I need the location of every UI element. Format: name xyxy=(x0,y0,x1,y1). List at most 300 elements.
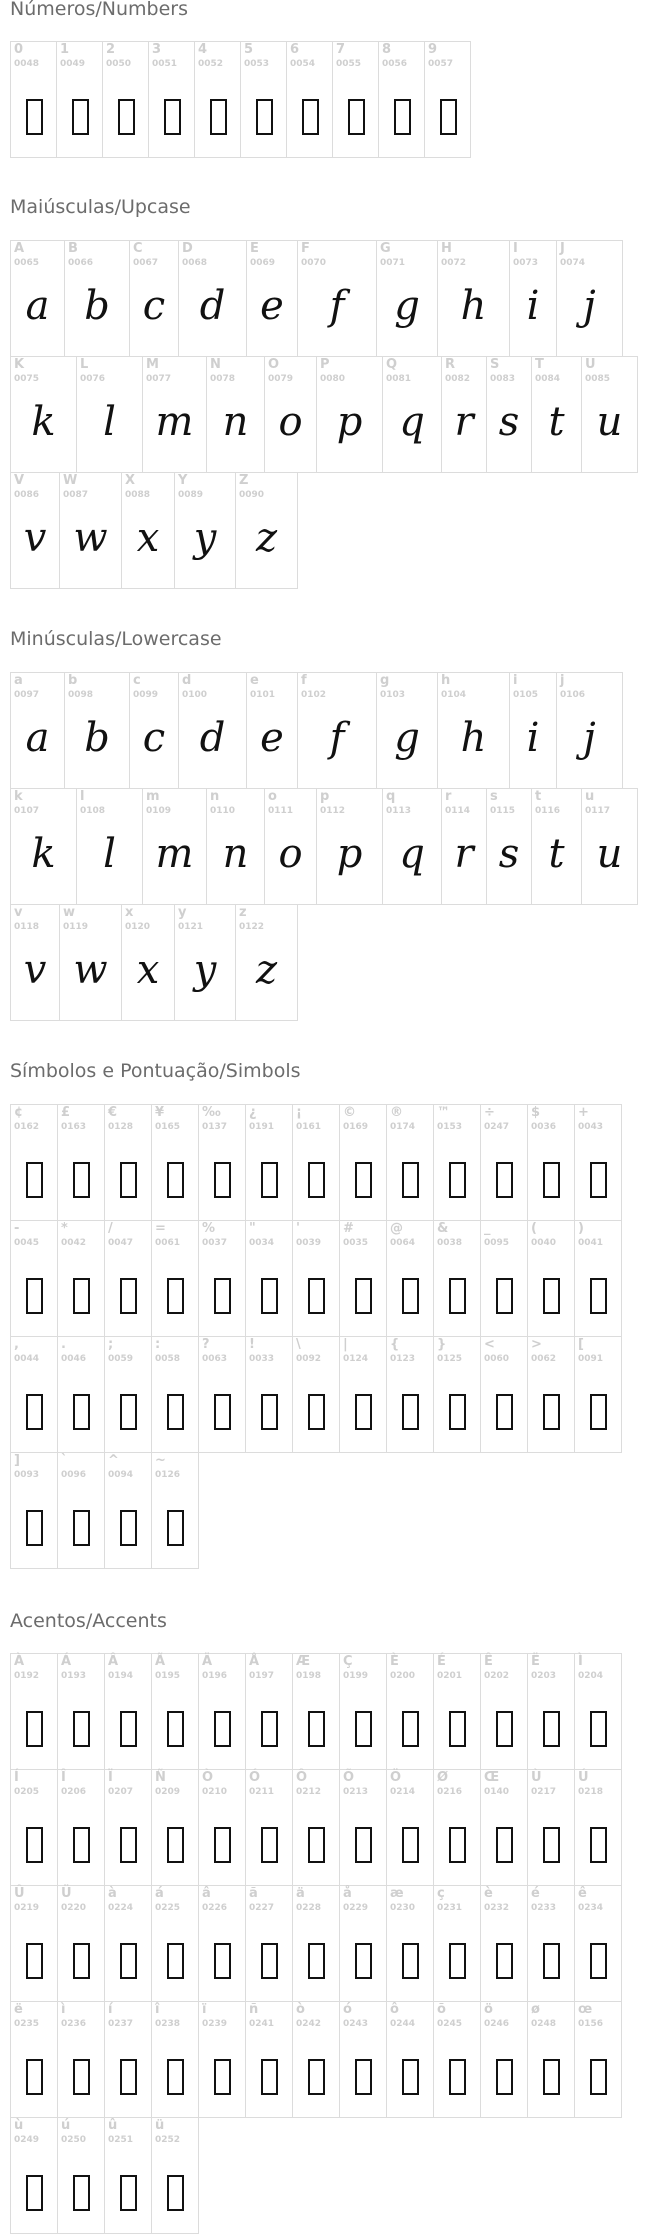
missing-glyph-icon xyxy=(449,2059,466,2095)
character-label: ó xyxy=(343,2002,352,2017)
character-label: ¥ xyxy=(155,1105,165,1120)
script-glyph: o xyxy=(278,831,303,877)
character-label: ] xyxy=(14,1453,20,1468)
character-label: * xyxy=(61,1221,68,1236)
script-glyph: h xyxy=(460,283,487,329)
glyph-cell xyxy=(104,1653,152,1770)
character-code: 0249 xyxy=(14,2135,40,2145)
missing-glyph-icon xyxy=(261,1394,278,1430)
glyph-cell xyxy=(424,41,471,158)
character-label: ú xyxy=(61,2118,71,2133)
glyph-cell xyxy=(527,1220,575,1337)
character-code: 0072 xyxy=(441,258,467,268)
missing-glyph-icon xyxy=(308,1278,325,1314)
glyph-cell xyxy=(527,2001,575,2118)
character-code: 0087 xyxy=(63,490,89,500)
character-label: Æ xyxy=(296,1654,311,1669)
script-glyph: w xyxy=(73,515,108,561)
glyph-cell xyxy=(339,1769,387,1886)
character-code: 0065 xyxy=(14,258,40,268)
missing-glyph-icon xyxy=(73,1943,90,1979)
glyph-cell xyxy=(198,1104,246,1221)
missing-glyph-icon xyxy=(449,1827,466,1863)
character-label: P xyxy=(320,357,330,372)
missing-glyph-icon xyxy=(167,1278,184,1314)
character-code: 0124 xyxy=(343,1354,369,1364)
character-label: ô xyxy=(390,2002,399,2017)
character-code: 0100 xyxy=(182,690,208,700)
missing-glyph-icon xyxy=(261,1162,278,1198)
character-label: N xyxy=(210,357,221,372)
character-label: 6 xyxy=(290,42,300,57)
character-code: 0238 xyxy=(155,2019,181,2029)
character-code: 0204 xyxy=(578,1671,604,1681)
glyph-cell xyxy=(339,1653,387,1770)
glyph-row xyxy=(10,1885,621,2002)
glyph-cell xyxy=(10,1885,58,2002)
glyph-cell xyxy=(574,1336,622,1453)
character-code: 0045 xyxy=(14,1238,40,1248)
script-glyph: x xyxy=(136,515,160,561)
missing-glyph-icon xyxy=(402,1943,419,1979)
missing-glyph-icon xyxy=(167,2175,184,2211)
character-label: Ì xyxy=(578,1654,583,1669)
character-code: 0076 xyxy=(80,374,106,384)
script-glyph: c xyxy=(142,283,166,329)
character-label: Í xyxy=(14,1770,19,1785)
character-code: 0200 xyxy=(390,1671,416,1681)
character-label: ( xyxy=(531,1221,537,1236)
character-label: [ xyxy=(578,1337,584,1352)
missing-glyph-icon xyxy=(73,2175,90,2211)
glyph-cell xyxy=(57,2117,105,2234)
character-code: 0213 xyxy=(343,1787,369,1797)
script-glyph: r xyxy=(454,831,474,877)
character-label: ö xyxy=(484,2002,493,2017)
character-code: 0128 xyxy=(108,1122,134,1132)
character-label: H xyxy=(441,241,452,256)
section-title: Minúsculas/Lowercase xyxy=(10,628,222,650)
character-code: 0220 xyxy=(61,1903,87,1913)
character-code: 0216 xyxy=(437,1787,463,1797)
glyph-cell xyxy=(178,672,247,789)
missing-glyph-icon xyxy=(120,1162,137,1198)
character-label: Ù xyxy=(531,1770,542,1785)
glyph-cell xyxy=(292,1220,340,1337)
glyph-cell xyxy=(142,788,207,905)
character-label: c xyxy=(133,673,141,688)
character-code: 0242 xyxy=(296,2019,322,2029)
script-glyph: s xyxy=(498,831,520,877)
missing-glyph-icon xyxy=(214,1394,231,1430)
script-glyph: z xyxy=(255,947,278,993)
glyph-cell xyxy=(104,1336,152,1453)
missing-glyph-icon xyxy=(543,1278,560,1314)
character-code: 0038 xyxy=(437,1238,463,1248)
character-code: 0103 xyxy=(380,690,406,700)
glyph-cell xyxy=(378,41,425,158)
character-label: & xyxy=(437,1221,449,1236)
character-code: 0081 xyxy=(386,374,412,384)
character-label: # xyxy=(343,1221,354,1236)
character-code: 0194 xyxy=(108,1671,134,1681)
character-label: Û xyxy=(14,1886,25,1901)
glyph-cell xyxy=(297,672,377,789)
glyph-cell xyxy=(10,1653,58,1770)
missing-glyph-icon xyxy=(167,1711,184,1747)
glyph-cell xyxy=(57,1452,105,1569)
glyph-row xyxy=(10,1104,621,1221)
glyph-cell xyxy=(10,672,65,789)
character-code: 0165 xyxy=(155,1122,181,1132)
missing-glyph-icon xyxy=(120,2059,137,2095)
character-label: Å xyxy=(249,1654,260,1669)
missing-glyph-icon xyxy=(26,1943,43,1979)
character-code: 0073 xyxy=(513,258,539,268)
character-label: : xyxy=(155,1337,161,1352)
script-glyph: t xyxy=(548,399,565,445)
script-glyph: k xyxy=(31,399,56,445)
character-code: 0163 xyxy=(61,1122,87,1132)
missing-glyph-icon xyxy=(348,99,365,135)
glyph-cell xyxy=(148,41,195,158)
character-code: 0077 xyxy=(146,374,172,384)
missing-glyph-icon xyxy=(120,1943,137,1979)
character-label: J xyxy=(560,241,565,256)
character-code: 0039 xyxy=(296,1238,322,1248)
glyph-cell xyxy=(245,1336,293,1453)
glyph-cell xyxy=(57,1336,105,1453)
missing-glyph-icon xyxy=(26,1278,43,1314)
character-code: 0063 xyxy=(202,1354,228,1364)
character-code: 0248 xyxy=(531,2019,557,2029)
character-label: ! xyxy=(249,1337,255,1352)
character-code: 0060 xyxy=(484,1354,510,1364)
glyph-cell xyxy=(194,41,241,158)
glyph-cell xyxy=(151,1452,199,1569)
missing-glyph-icon xyxy=(26,1827,43,1863)
missing-glyph-icon xyxy=(355,1827,372,1863)
script-glyph: z xyxy=(255,515,278,561)
missing-glyph-icon xyxy=(590,1711,607,1747)
character-code: 0231 xyxy=(437,1903,463,1913)
character-label: Ñ xyxy=(155,1770,166,1785)
glyph-cell xyxy=(102,41,149,158)
missing-glyph-icon xyxy=(26,2175,43,2211)
character-label: ê xyxy=(578,1886,587,1901)
missing-glyph-icon xyxy=(402,1827,419,1863)
glyph-cell xyxy=(480,1769,528,1886)
character-label: m xyxy=(146,789,160,804)
glyph-cell xyxy=(527,1885,575,2002)
character-code: 0196 xyxy=(202,1671,228,1681)
character-label: B xyxy=(68,241,78,256)
character-label: É xyxy=(437,1654,446,1669)
character-code: 0203 xyxy=(531,1671,557,1681)
glyph-cell xyxy=(433,1769,481,1886)
character-code: 0232 xyxy=(484,1903,510,1913)
character-code: 0244 xyxy=(390,2019,416,2029)
missing-glyph-icon xyxy=(355,1943,372,1979)
character-code: 0046 xyxy=(61,1354,87,1364)
missing-glyph-icon xyxy=(590,2059,607,2095)
character-code: 0116 xyxy=(535,806,561,816)
character-code: 0118 xyxy=(14,922,40,932)
character-label: œ xyxy=(578,2002,593,2017)
glyph-cell xyxy=(129,240,179,357)
character-code: 0219 xyxy=(14,1903,40,1913)
glyph-cell xyxy=(386,1885,434,2002)
character-code: 0097 xyxy=(14,690,40,700)
character-label: ¡ xyxy=(296,1105,302,1120)
script-glyph: k xyxy=(31,831,56,877)
character-code: 0105 xyxy=(513,690,539,700)
missing-glyph-icon xyxy=(167,1510,184,1546)
missing-glyph-icon xyxy=(72,99,89,135)
character-label: K xyxy=(14,357,25,372)
character-code: 0211 xyxy=(249,1787,275,1797)
missing-glyph-icon xyxy=(26,1394,43,1430)
glyph-cell xyxy=(57,1220,105,1337)
glyph-cell xyxy=(376,672,438,789)
missing-glyph-icon xyxy=(167,1394,184,1430)
character-code: 0083 xyxy=(490,374,516,384)
character-label: a xyxy=(14,673,23,688)
missing-glyph-icon xyxy=(496,1827,513,1863)
character-label: ã xyxy=(249,1886,258,1901)
character-label: Ã xyxy=(155,1654,166,1669)
character-label: 4 xyxy=(198,42,208,57)
glyph-cell xyxy=(245,2001,293,2118)
character-label: i xyxy=(513,673,518,688)
missing-glyph-icon xyxy=(402,1162,419,1198)
character-label: Ë xyxy=(531,1654,540,1669)
missing-glyph-icon xyxy=(214,1827,231,1863)
character-label: £ xyxy=(61,1105,71,1120)
missing-glyph-icon xyxy=(440,99,457,135)
character-code: 0070 xyxy=(301,258,327,268)
glyph-cell xyxy=(297,240,377,357)
character-label: Â xyxy=(108,1654,119,1669)
character-label: . xyxy=(61,1337,66,1352)
character-code: 0197 xyxy=(249,1671,275,1681)
missing-glyph-icon xyxy=(355,2059,372,2095)
character-code: 0125 xyxy=(437,1354,463,1364)
character-code: 0241 xyxy=(249,2019,275,2029)
character-label: ì xyxy=(61,2002,66,2017)
character-label: Õ xyxy=(343,1770,355,1785)
missing-glyph-icon xyxy=(120,1394,137,1430)
missing-glyph-icon xyxy=(308,1827,325,1863)
character-label: s xyxy=(490,789,498,804)
missing-glyph-icon xyxy=(496,1394,513,1430)
glyph-cell xyxy=(104,1885,152,2002)
character-label: g xyxy=(380,673,390,688)
glyph-cell xyxy=(480,1220,528,1337)
glyph-cell xyxy=(57,1769,105,1886)
character-code: 0114 xyxy=(445,806,471,816)
character-label: V xyxy=(14,473,25,488)
character-label: à xyxy=(108,1886,117,1901)
character-code: 0089 xyxy=(178,490,204,500)
glyph-cell xyxy=(264,788,317,905)
character-code: 0059 xyxy=(108,1354,134,1364)
script-glyph: m xyxy=(155,831,194,877)
missing-glyph-icon xyxy=(402,2059,419,2095)
missing-glyph-icon xyxy=(394,99,411,135)
glyph-cell xyxy=(57,2001,105,2118)
glyph-cell xyxy=(386,1336,434,1453)
character-code: 0049 xyxy=(60,59,86,69)
glyph-cell xyxy=(64,672,130,789)
script-glyph: l xyxy=(103,399,116,445)
glyph-cell xyxy=(57,1653,105,1770)
character-label: v xyxy=(14,905,23,920)
script-glyph: l xyxy=(103,831,116,877)
missing-glyph-icon xyxy=(261,1711,278,1747)
script-glyph: u xyxy=(596,399,623,445)
character-code: 0209 xyxy=(155,1787,181,1797)
character-code: 0226 xyxy=(202,1903,228,1913)
character-code: 0054 xyxy=(290,59,316,69)
character-code: 0104 xyxy=(441,690,467,700)
character-label: ™ xyxy=(437,1105,450,1120)
character-code: 0246 xyxy=(484,2019,510,2029)
missing-glyph-icon xyxy=(261,1943,278,1979)
glyph-cell xyxy=(527,1653,575,1770)
character-code: 0251 xyxy=(108,2135,134,2145)
character-label: f xyxy=(301,673,307,688)
character-code: 0117 xyxy=(585,806,611,816)
glyph-row xyxy=(10,904,297,1021)
glyph-cell xyxy=(104,2001,152,2118)
glyph-cell xyxy=(10,2117,58,2234)
character-label: E xyxy=(250,241,259,256)
character-code: 0122 xyxy=(239,922,265,932)
character-label: A xyxy=(14,241,25,256)
glyph-cell xyxy=(509,672,557,789)
character-code: 0120 xyxy=(125,922,151,932)
glyph-cell xyxy=(292,1769,340,1886)
missing-glyph-icon xyxy=(496,1711,513,1747)
script-glyph: g xyxy=(394,715,420,761)
glyph-cell xyxy=(480,1336,528,1453)
glyph-cell xyxy=(574,1104,622,1221)
character-label: ø xyxy=(531,2002,540,2017)
character-label: q xyxy=(386,789,396,804)
character-label: X xyxy=(125,473,136,488)
glyph-cell xyxy=(574,1769,622,1886)
character-label: 2 xyxy=(106,42,116,57)
character-label: Ú xyxy=(578,1770,589,1785)
glyph-cell xyxy=(292,1336,340,1453)
character-label: 3 xyxy=(152,42,162,57)
character-label: Ó xyxy=(249,1770,261,1785)
character-label: æ xyxy=(390,1886,404,1901)
character-code: 0202 xyxy=(484,1671,510,1681)
glyph-cell xyxy=(151,1336,199,1453)
character-code: 0067 xyxy=(133,258,159,268)
glyph-cell xyxy=(339,1885,387,2002)
glyph-cell xyxy=(316,356,383,473)
missing-glyph-icon xyxy=(120,2175,137,2211)
character-code: 0047 xyxy=(108,1238,134,1248)
character-code: 0229 xyxy=(343,1903,369,1913)
character-code: 0035 xyxy=(343,1238,369,1248)
character-label: Ô xyxy=(296,1770,308,1785)
glyph-cell xyxy=(292,1885,340,2002)
glyph-cell xyxy=(574,1220,622,1337)
character-code: 0207 xyxy=(108,1787,134,1797)
script-glyph: q xyxy=(399,399,425,445)
character-label: D xyxy=(182,241,193,256)
missing-glyph-icon xyxy=(73,1827,90,1863)
glyph-cell xyxy=(286,41,333,158)
character-label: í xyxy=(108,2002,113,2017)
script-glyph: y xyxy=(193,515,217,561)
script-glyph: u xyxy=(596,831,623,877)
missing-glyph-icon xyxy=(543,1711,560,1747)
character-code: 0099 xyxy=(133,690,159,700)
section-title: Números/Numbers xyxy=(10,0,188,20)
script-glyph: j xyxy=(583,715,596,761)
glyph-cell xyxy=(198,1220,246,1337)
character-label: j xyxy=(560,673,565,688)
glyph-cell xyxy=(104,1452,152,1569)
character-label: Ø xyxy=(437,1770,449,1785)
character-code: 0205 xyxy=(14,1787,40,1797)
glyph-row xyxy=(10,1336,621,1453)
glyph-cell xyxy=(574,1653,622,1770)
glyph-row xyxy=(10,1653,621,1770)
character-code: 0161 xyxy=(296,1122,322,1132)
glyph-cell xyxy=(581,788,638,905)
script-glyph: a xyxy=(25,283,50,329)
character-label: z xyxy=(239,905,247,920)
character-label: x xyxy=(125,905,134,920)
script-glyph: q xyxy=(399,831,425,877)
character-label: 9 xyxy=(428,42,438,57)
character-label: ¿ xyxy=(249,1105,257,1120)
character-label: _ xyxy=(484,1221,491,1236)
character-label: t xyxy=(535,789,542,804)
script-glyph: g xyxy=(394,283,420,329)
character-code: 0092 xyxy=(296,1354,322,1364)
character-code: 0078 xyxy=(210,374,236,384)
character-label: ç xyxy=(437,1886,445,1901)
glyph-row xyxy=(10,240,622,357)
glyph-cell xyxy=(264,356,317,473)
missing-glyph-icon xyxy=(308,2059,325,2095)
character-code: 0214 xyxy=(390,1787,416,1797)
glyph-cell xyxy=(59,472,122,589)
missing-glyph-icon xyxy=(449,1394,466,1430)
character-code: 0108 xyxy=(80,806,106,816)
glyph-cell xyxy=(10,1104,58,1221)
character-label: Œ xyxy=(484,1770,500,1785)
missing-glyph-icon xyxy=(261,1827,278,1863)
glyph-cell xyxy=(386,1104,434,1221)
character-label: Ò xyxy=(202,1770,214,1785)
character-code: 0082 xyxy=(445,374,471,384)
character-code: 0206 xyxy=(61,1787,87,1797)
script-glyph: i xyxy=(526,283,540,329)
glyph-cell xyxy=(531,356,582,473)
missing-glyph-icon xyxy=(214,1162,231,1198)
character-code: 0074 xyxy=(560,258,586,268)
glyph-cell xyxy=(480,2001,528,2118)
character-code: 0064 xyxy=(390,1238,416,1248)
